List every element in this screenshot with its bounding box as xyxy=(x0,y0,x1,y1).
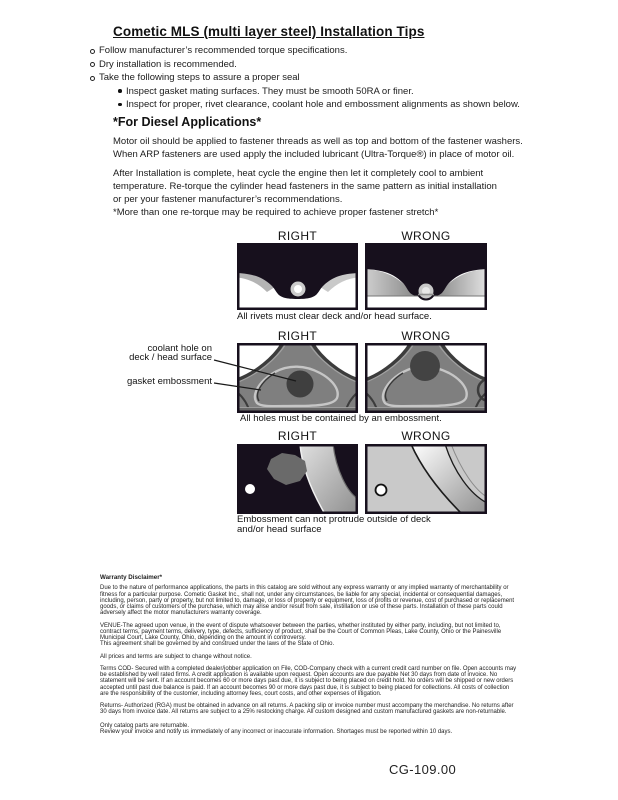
holes-caption: All holes must be contained by an embossment. xyxy=(240,413,442,424)
list-item: Dry installation is recommended. xyxy=(90,58,520,72)
list-sub-item: Inspect gasket mating surfaces. They must be smooth 50RA or finer. xyxy=(117,85,520,99)
rivet-caption: All rivets must clear deck and/or head surface. xyxy=(237,311,432,322)
protrusion-right-diagram xyxy=(237,444,358,514)
rivet-right-diagram xyxy=(237,243,358,310)
right-label: RIGHT xyxy=(277,229,318,243)
wrong-label: WRONG xyxy=(401,329,451,343)
wrong-label: WRONG xyxy=(401,229,451,243)
warranty-heading: Warranty Disclaimer* xyxy=(100,574,163,581)
gasket-embossment-label: gasket embossment xyxy=(126,376,212,387)
embossment-right-diagram xyxy=(237,343,358,413)
wrong-label: WRONG xyxy=(401,429,451,443)
list-sub-item: Inspect for proper, rivet clearance, coolant hole and embossment alignments as shown below. xyxy=(117,98,520,112)
diesel-paragraph-1: Motor oil should be applied to fastener threads as well as top and bottom of the fastener washers. When ARP fasteners are used apply the included lubricant (Ultra-Torque®) in place of motor oil. xyxy=(113,136,523,161)
page-title: Cometic MLS (multi layer steel) Installation Tips xyxy=(113,24,425,39)
diesel-paragraph-2: After Installation is complete, heat cycle the engine then let it completely cool to ambient temperature. Re-torque the cylinder head fasteners in the same pattern as initial installation or per your fastener manufacturer’s recommendations. xyxy=(113,168,497,206)
returnable-paragraph: Only catalog parts are returnable. Review your invoice and notify us immediately of any incorrect or inaccurate information. Shortages must be reported within 10 days. xyxy=(100,722,453,735)
page-number: CG-109.00 xyxy=(389,762,457,777)
rivet-wrong-diagram xyxy=(365,243,487,310)
installation-tips-list xyxy=(90,44,520,112)
coolant-hole-label: coolant hole on deck / head surface xyxy=(129,343,212,364)
returns-paragraph: Returns- Authorized (RGA) must be obtained in advance on all returns. A packing slip or invoice number must accompany the merchandise. No returns after 30 days from invoice date. All returns are subject to a 25% restocking charge. All custom designed and custom manufactured gaskets are non-returnable. xyxy=(100,703,514,716)
list-item: Take the following steps to assure a proper seal xyxy=(90,71,520,85)
protrusion-wrong-diagram xyxy=(365,444,487,514)
retorque-note: *More than one re-torque may be required to achieve proper fastener stretch* xyxy=(113,207,439,218)
protrusion-caption: Embossment can not protrude outside of deck and/or head surface xyxy=(237,514,431,535)
venue-paragraph: VENUE-The agreed upon venue, in the event of dispute whatsoever between the parties, whether instituted by either party, including, but not limited to, contract terms, payment terms, delivery, type, defects, sufficiency of product, shall be the Court of Common Pleas, Lake County, Ohio or the Painesville Municipal Court, Lake County, Ohio, depending on the amount in controversy. This agreement shall be governed by and construed under the laws of the State of Ohio. xyxy=(100,622,502,648)
right-label: RIGHT xyxy=(277,329,318,343)
embossment-wrong-diagram xyxy=(365,343,487,413)
diesel-applications-heading: *For Diesel Applications* xyxy=(113,115,262,129)
prices-paragraph: All prices and terms are subject to change without notice. xyxy=(100,653,252,660)
terms-cod-paragraph: Terms COD- Secured with a completed dealer/jobber application on File, COD-Company check with a current credit card number on file. Open accounts may be established by well rated firms. A credit application is available upon request. Open accounts are due payable Net 30 days from date of invoice. No statement will be sent. If an account becomes 60 or more days past due, it is subject to being placed on credit hold. No orders will be shipped or new orders accepted until past due balance is paid. If an account becomes 90 or more days past due, it is subject to being placed for collections. All costs of collection are the responsibility of the customer, including attorney fees, court costs, and other expenses of litigation. xyxy=(100,665,517,697)
warranty-paragraph: Due to the nature of performance applications, the parts in this catalog are sold without any express warranty or any implied warranty of merchantability or fitness for a particular purpose. Cometic Gasket Inc., shall not, under any circumstances, be liable for any special, incidental or consequential damages, including, person, party or property, but not limited to, damage, or loss of property or equipment, loss of profits or revenue, cost of purchased or replacement goods, or claims of customers of the purchase, which may arise and/or result from sale, instillation or use of these parts. Installation of these parts could adversely affect the motor manufacturers warranty coverage. xyxy=(100,585,515,617)
right-label: RIGHT xyxy=(277,429,318,443)
list-item: Follow manufacturer’s recommended torque specifications. xyxy=(90,44,520,58)
warranty-disclaimer xyxy=(100,575,534,741)
